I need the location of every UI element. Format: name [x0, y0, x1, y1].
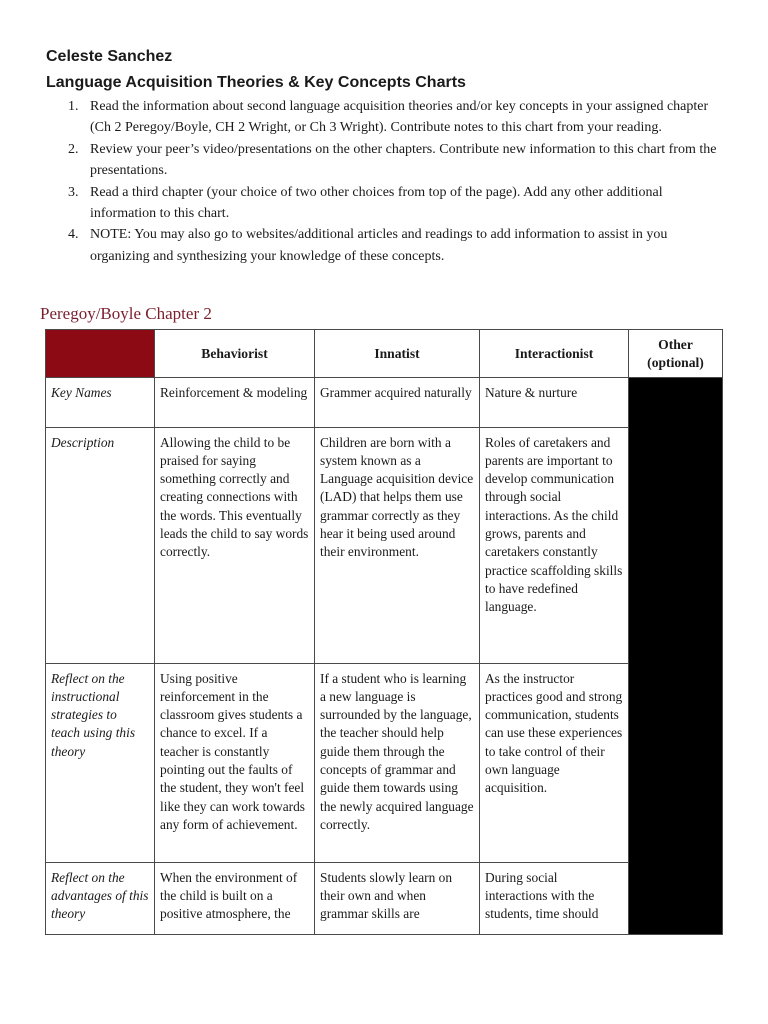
instruction-text: Read the information about second language acquisition theories and/or key concepts in your assigned chapter (Ch 2 Peregoy/Boyle, CH 2 Wright, or Ch 3 Wright). Contribute notes to this chart from your reading.	[90, 99, 709, 136]
instruction-item	[46, 182, 726, 225]
table-row	[46, 427, 723, 663]
row-label: Key Names	[46, 377, 155, 427]
instruction-item	[46, 224, 726, 267]
instruction-number: 1.	[68, 99, 79, 114]
table-cell: Children are born with a system known as a Language acquisition device (LAD) that helps them use grammar correctly as they hear it being used around their environment.	[315, 427, 480, 663]
instruction-number: 2.	[68, 141, 79, 157]
theories-chart	[45, 329, 723, 935]
instruction-item	[46, 96, 726, 139]
row-label: Reflect on the instructional strategies to teach using this theory	[46, 663, 155, 862]
table-cell: When the environment of the child is built on a positive atmosphere, the	[155, 862, 315, 934]
section-heading: Peregoy/Boyle Chapter 2	[40, 304, 212, 323]
column-header-innatist: Innatist	[315, 330, 480, 378]
table-cell: Grammer acquired naturally	[315, 377, 480, 427]
instruction-number: 4.	[68, 227, 79, 243]
table-cell: As the instructor practices good and strong communication, students can use these experiences to take control of their own language acquisition.	[480, 663, 629, 862]
instruction-item	[46, 139, 726, 182]
table-cell: Using positive reinforcement in the classroom gives students a chance to excel. If a teacher is constantly pointing out the faults of the student, they won't feel like they can work towards any form of achievement.	[155, 663, 315, 862]
table-cell: During social interactions with the students, time should	[480, 862, 629, 934]
document-title: Language Acquisition Theories & Key Concepts Charts	[46, 74, 466, 91]
instruction-text: Read a third chapter (your choice of two other choices from top of the page). Add any other additional information to this chart.	[90, 184, 663, 222]
column-header-interactionist: Interactionist	[480, 330, 629, 378]
table-header-row	[46, 330, 723, 378]
header-corner-cell	[46, 330, 155, 378]
column-header-other: Other (optional)	[629, 330, 723, 378]
table-row	[46, 663, 723, 862]
table-row	[46, 862, 723, 934]
row-label: Reflect on the advantages of this theory	[46, 862, 155, 934]
other-column-blackout	[629, 377, 723, 934]
table-cell: Allowing the child to be praised for saying something correctly and creating connections with the words. This eventually leads the child to say words correctly.	[155, 427, 315, 663]
instruction-number: 3.	[68, 184, 79, 200]
column-header-behaviorist: Behaviorist	[155, 330, 315, 378]
instructions-list	[46, 96, 726, 267]
instruction-text: NOTE: You may also go to websites/additional articles and readings to add information to assist in you organizing and synthesizing your knowledge of these concepts.	[90, 227, 668, 264]
table-row	[46, 377, 723, 427]
table-cell: Roles of caretakers and parents are important to develop communication through social interactions. As the child grows, parents and caretakers constantly practice scaffolding skills to have redefined language.	[480, 427, 629, 663]
author-name: Celeste Sanchez	[46, 48, 173, 65]
instruction-text: Review your peer’s video/presentations on the other chapters. Contribute new information to this chart from the presentations.	[90, 141, 717, 179]
table-cell: If a student who is learning a new language is surrounded by the language, the teacher should help guide them through the concepts of grammar and guide them towards using the newly acquired language correctly.	[315, 663, 480, 862]
table-cell: Students slowly learn on their own and when grammar skills are	[315, 862, 480, 934]
table-cell: Reinforcement & modeling	[155, 377, 315, 427]
table-cell: Nature & nurture	[480, 377, 629, 427]
row-label: Description	[46, 427, 155, 663]
